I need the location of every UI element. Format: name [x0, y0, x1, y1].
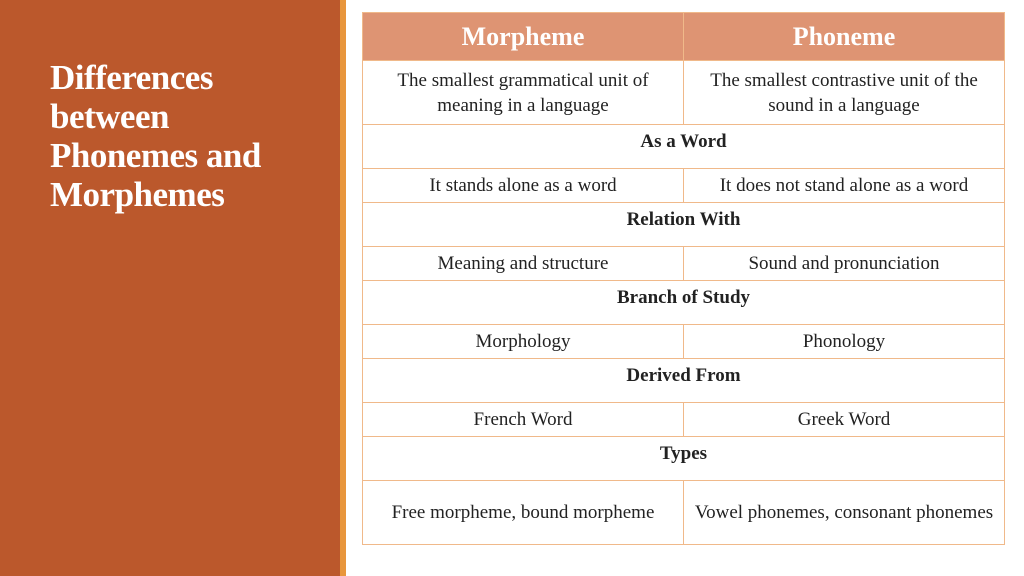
- morpheme-value: Morphology: [363, 325, 684, 359]
- section-row: [363, 437, 1005, 481]
- phoneme-value: Phonology: [684, 325, 1005, 359]
- table-row: [363, 247, 1005, 281]
- phoneme-value: Sound and pronunciation: [684, 247, 1005, 281]
- section-label-relation-with: Relation With: [363, 203, 1005, 247]
- header-morpheme: Morpheme: [363, 13, 684, 61]
- table-row: [363, 169, 1005, 203]
- morpheme-value: It stands alone as a word: [363, 169, 684, 203]
- section-row: [363, 125, 1005, 169]
- section-row: [363, 359, 1005, 403]
- title-line: Phonemes and: [50, 136, 261, 175]
- table-row: [363, 481, 1005, 545]
- title-line: between: [50, 97, 169, 136]
- table-row: [363, 325, 1005, 359]
- section-label-branch-of-study: Branch of Study: [363, 281, 1005, 325]
- section-row: [363, 203, 1005, 247]
- title-line: Morphemes: [50, 175, 225, 214]
- phoneme-value: Greek Word: [684, 403, 1005, 437]
- section-label-as-a-word: As a Word: [363, 125, 1005, 169]
- section-label-types: Types: [363, 437, 1005, 481]
- morpheme-value: French Word: [363, 403, 684, 437]
- slide-title: [50, 58, 330, 214]
- phoneme-definition: The smallest contrastive unit of the sound in a language: [684, 61, 1005, 125]
- table-header-row: [363, 13, 1005, 61]
- section-row: [363, 281, 1005, 325]
- morpheme-definition: The smallest grammatical unit of meaning in a language: [363, 61, 684, 125]
- header-phoneme: Phoneme: [684, 13, 1005, 61]
- phoneme-value: It does not stand alone as a word: [684, 169, 1005, 203]
- phoneme-value: Vowel phonemes, consonant phonemes: [684, 481, 1005, 545]
- accent-stripe: [340, 0, 346, 576]
- table-row: [363, 403, 1005, 437]
- morpheme-value: Free morpheme, bound morpheme: [363, 481, 684, 545]
- section-label-derived-from: Derived From: [363, 359, 1005, 403]
- morpheme-value: Meaning and structure: [363, 247, 684, 281]
- definition-row: [363, 61, 1005, 125]
- comparison-table: [362, 12, 1005, 545]
- title-line: Differences: [50, 58, 213, 97]
